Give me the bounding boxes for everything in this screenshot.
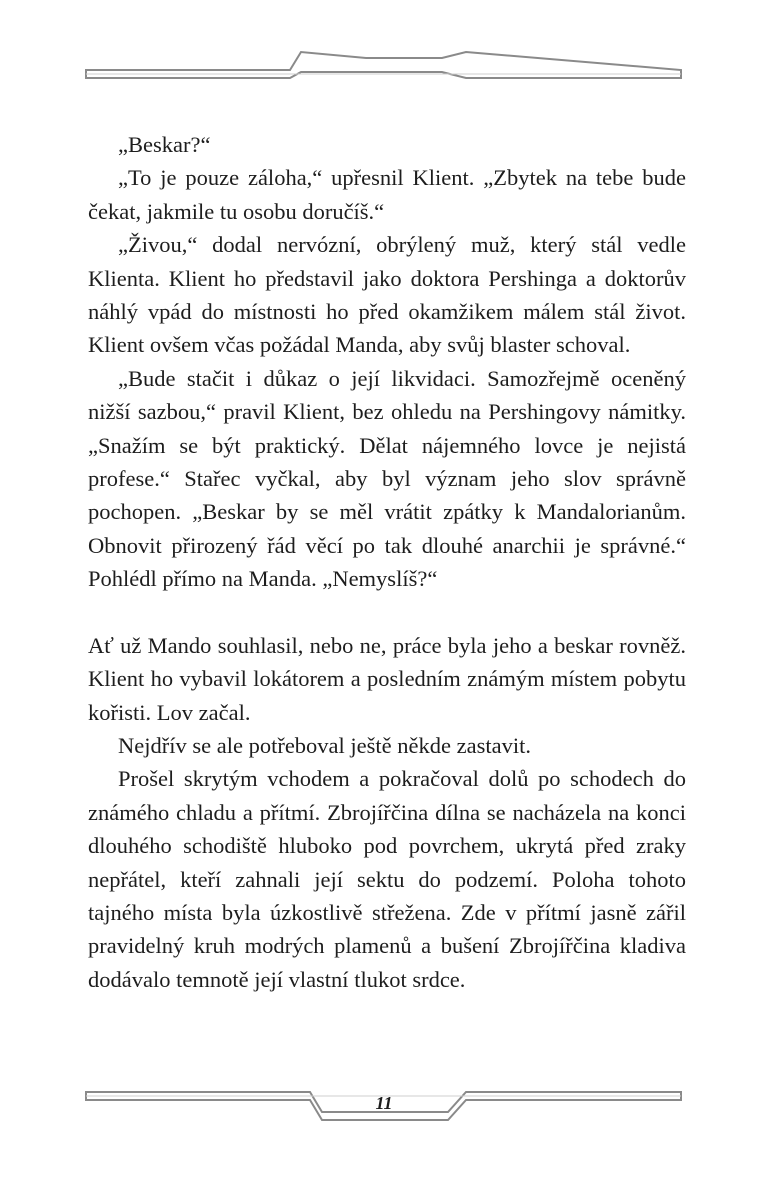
paragraph: „Beskar?“ <box>118 132 211 157</box>
header-ornament <box>0 42 768 92</box>
paragraph: „Živou,“ dodal nervózní, obrýlený muž, který stál vedle Klienta. Klient ho představil jako doktora Pershinga a doktorův náhlý vpád do místnosti ho před okamžikem málem stál život. Klient ovšem včas požádal Manda, aby svůj blaster schoval. <box>88 232 686 358</box>
paragraph: Ať už Mando souhlasil, nebo ne, práce byla jeho a beskar rovněž. Klient ho vybavil lokátorem a posledním známým místem pobytu kořisti. Lov začal. <box>88 632 686 725</box>
paragraph: Prošel skrytým vchodem a pokračoval dolů po schodech do známého chladu a přítmí. Zbrojířčina dílna se nacházela na konci dlouhého schodiště hluboko pod povrchem, ukrytá před zraky nepřátel, kteří zahnali její sektu do podzemí. Poloha tohoto tajného místa byla úzkostlivě střežena. Zde v přítmí jasně zářil pravidelný kruh modrých plamenů a bušení Zbrojířčina kladiva dodávalo temnotě její vlastní tlukot srdce. <box>88 766 686 992</box>
paragraph: Nejdřív se ale potřeboval ještě někde zastavit. <box>118 732 531 758</box>
page-body-text <box>88 128 686 996</box>
page-number: 11 <box>375 1093 393 1113</box>
paragraph: „Bude stačit i důkaz o její likvidaci. Samozřejmě oceněný nižší sazbou,“ pravil Klient, bez ohledu na Pershingovy námitky. „Snažím se být praktický. Dělat nájemného lovce je nejistá profese.“ Stařec vyčkal, aby byl význam jeho slov správně pochopen. „Beskar by se měl vrátit zpátky k Mandalorianům. Obnovit přirozený řád věcí po tak dlouhé anarchii je správné.“ Pohlédl přímo na Manda. „Nemyslíš?“ <box>88 365 686 592</box>
paragraph: „To je pouze záloha,“ upřesnil Klient. „Zbytek na tebe bude čekat, jakmile tu osobu doručíš.“ <box>88 165 686 224</box>
